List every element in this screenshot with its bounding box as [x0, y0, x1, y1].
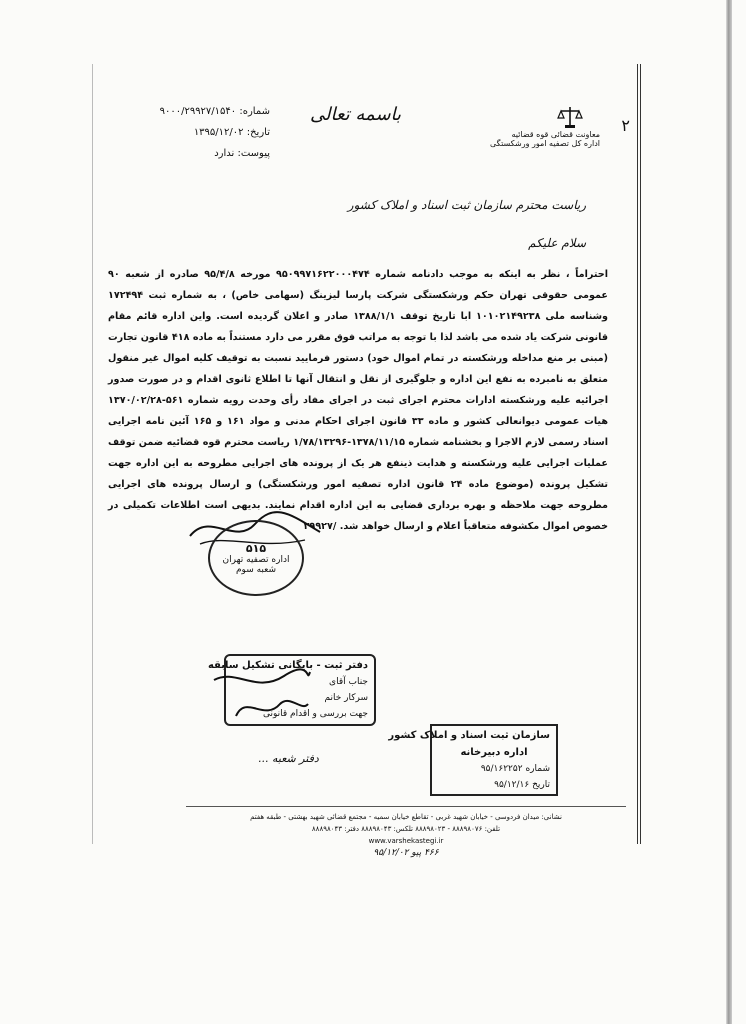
letter-number — [140, 106, 270, 117]
letter-meta — [140, 106, 270, 169]
greeting-line: سلام علیکم — [528, 236, 586, 250]
org-name-line2: اداره کل تصفیه امور ورشکستگی — [489, 139, 600, 148]
archive-box-line1: جناب آقای — [329, 677, 368, 687]
registry-box-subtitle: اداره دبیرخانه — [460, 747, 528, 758]
letter-attachment: پیوست: ندارد — [214, 148, 270, 159]
registry-number-value: ۹۵/۱۶۲۲۵۲ — [480, 764, 523, 774]
number-value: ۹۰۰۰/۲۹۹۲۷/۱۵۴۰ — [159, 106, 237, 117]
registry-date-value: ۹۵/۱۲/۱۶ — [494, 780, 530, 790]
footer-website: www.varshekastegi.ir — [368, 837, 444, 845]
judiciary-emblem — [489, 104, 600, 148]
letter-body: احتراماً ، نظر به اینکه به موجب دادنامه شماره ۹۵۰۹۹۷۱۶۲۲۰۰۰۴۷۴ مورخه ۹۵/۴/۸ صادره از شعبه ۹۰ عمومی حقوقی تهران حکم ورشکستگی شرکت پارسا لیزینگ (سهامی خاص) ، به شماره ثبت ۱۷۲۴۹۴ وشناسه ملی ۱۰۱۰۲۱۴۹۲۳۸ ابا تاریخ توقف ۱۳۸۸/۱/۱ صادر و اعلان گردیده است. واین اداره قائم مقام قانونی شرکت یاد شده می باشد لذا با توجه به مراتب فوق مقرر می دارد مستنداً به ماده ۴۱۸ قانون تجارت (مبنی بر منع مداخله ورشکسته در تمام اموال خود) دستور فرمایید نسبت به توقیف کلیه اموال غیر منقول متعلق به نامبرده به نفع این اداره و جلوگیری از نقل و انتقال آنها تا اطلاع ثانوی اقدام و در صورت صدور اجرائیه علیه ورشکسته ادارات محترم اجرای ثبت در اجرای مفاد رأی وحدت رویه شماره ۵۶۱-۱۳۷۰/۰۲/۲۸ هیات عمومی دیوانعالی کشور و ماده ۳۳ قانون اجرای احکام مدنی و مواد ۱۶۱ و ۱۶۵ آئین نامه اجرایی اسناد رسمی لازم الاجرا و بخشنامه شماره ۱۳۷۸/۱۱/۱۵-۱/۷۸/۱۳۲۹۶ ریاست محترم قوه قضائیه ضمن توقف عملیات اجرایی علیه ورشکسته و هدایت ذینفع هر یک از پرونده های اجرایی مطروحه به این اداره جهت تشکیل پرونده (موضوع ماده ۲۴ قانون اداره تصفیه امور ورشکستگی) و ارسال پرونده های اجرایی مطروحه جهت ملاحظه و بهره برداری قضایی به این اداره اقدام نمایند. بدیهی است اطلاعات تکمیلی در خصوص اموال مکشوفه متعاقباً اعلام و ارسال خواهد شد. /۲۹۹۲۷ — [108, 269, 609, 532]
footer-phones: تلفن: ۸۸۸۹۸۰۷۶ - ۸۸۸۹۸۰۲۳ تلکس: ۸۸۸۹۸۰۴۳ دفتر: ۸۸۸۹۸۰۴۳ — [311, 825, 501, 833]
scales-icon — [557, 104, 583, 130]
scan-edge — [726, 0, 732, 1024]
footer-address: نشانی: میدان فردوسی - خیابان شهید غربی - تقاطع خیابان سمیه - مجتمع قضائی شهید بهشتی - طبقه هفتم — [250, 813, 562, 821]
registry-box-date — [438, 780, 550, 790]
registry-date-label: تاریخ — [532, 780, 550, 790]
stamp-line1: اداره تصفیه تهران — [222, 554, 290, 565]
registry-box-title: سازمان ثبت اسناد و املاک کشور — [388, 730, 550, 741]
stamp-line2: شعبه سوم — [235, 564, 277, 575]
stamp-number: ۵۱۵ — [245, 541, 267, 555]
date-label: تاریخ: — [246, 127, 270, 138]
footer-handwritten: ۴۶۶ پیو ۹۵/۱۲/۰۲ — [373, 848, 439, 858]
archive-box-line3: جهت بررسی و اقدام قانونی — [262, 709, 368, 719]
archive-box-title: دفتر ثبت - بایگانی تشکیل سابقه — [207, 660, 368, 671]
bismillah-heading: باسمه تعالی — [310, 104, 402, 125]
letterhead — [100, 96, 630, 186]
handwritten-note: دفتر شعبه ... — [258, 752, 319, 765]
registry-number-label: شماره — [525, 764, 550, 774]
archive-signature-scribble — [206, 664, 316, 726]
date-value: ۱۳۹۵/۱۲/۰۲ — [193, 127, 244, 138]
number-label: شماره: — [239, 106, 270, 117]
archive-box-line2: سرکار خانم — [324, 693, 368, 703]
registry-stamp-box — [388, 724, 558, 796]
recipient-line: ریاست محترم سازمان ثبت اسناد و املاک کشور — [347, 198, 586, 212]
letter-date — [140, 127, 270, 138]
letter-footer — [186, 806, 626, 859]
org-name-line1: معاونت قضائی قوه قضائیه — [511, 130, 600, 139]
corner-mark: ۲ — [621, 116, 630, 135]
office-stamp — [208, 520, 304, 596]
registry-box-number — [438, 764, 550, 774]
